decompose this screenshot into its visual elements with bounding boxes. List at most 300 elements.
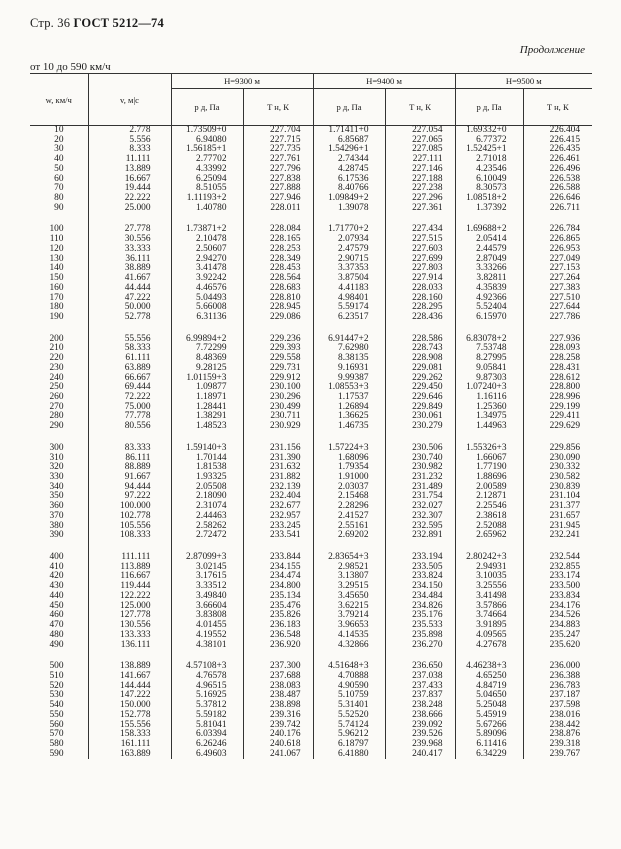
speed-kmh-cell: 520 bbox=[49, 680, 64, 691]
pressure-cell: 2.41527 bbox=[313, 512, 385, 522]
speed-kmh-cell: 300 bbox=[49, 442, 64, 453]
temperature-cell: 227.054 bbox=[385, 126, 455, 136]
speed-ms-cell: 94.444 bbox=[88, 483, 171, 493]
pressure-cell: 2.50607 bbox=[171, 245, 243, 255]
pressure-cell: 6.18797 bbox=[313, 740, 385, 750]
pressure-cell: 9.99387 bbox=[313, 374, 385, 384]
speed-ms-cell: 100.000 bbox=[88, 502, 171, 512]
pressure-cell: 5.04493 bbox=[171, 294, 243, 304]
temperature-cell: 232.891 bbox=[385, 531, 455, 541]
pressure-cell: 3.41498 bbox=[455, 592, 523, 602]
speed-ms-cell: 72.222 bbox=[88, 393, 171, 403]
temperature-cell: 228.436 bbox=[385, 313, 455, 323]
speed-ms-cell: 52.778 bbox=[88, 313, 171, 323]
temperature-cell: 231.945 bbox=[523, 522, 592, 532]
temperature-cell: 229.262 bbox=[385, 374, 455, 384]
temperature-cell: 228.453 bbox=[243, 264, 313, 274]
speed-kmh-cell: 70 bbox=[54, 183, 64, 194]
pressure-cell: 4.51648+3 bbox=[313, 662, 385, 672]
temperature-cell: 230.582 bbox=[523, 473, 592, 483]
speed-kmh-cell: 90 bbox=[54, 202, 64, 213]
temperature-cell: 226.496 bbox=[523, 165, 592, 175]
speed-ms-cell: 11.111 bbox=[88, 155, 171, 165]
table-row bbox=[30, 284, 592, 294]
speed-ms-cell: 36.111 bbox=[88, 255, 171, 265]
temperature-cell: 231.657 bbox=[523, 512, 592, 522]
table-row bbox=[30, 184, 592, 194]
temperature-cell: 235.533 bbox=[385, 621, 455, 631]
temperature-cell: 229.393 bbox=[243, 344, 313, 354]
speed-kmh-cell: 590 bbox=[49, 748, 64, 759]
pressure-cell: 1.07240+3 bbox=[455, 383, 523, 393]
temperature-cell: 233.824 bbox=[385, 572, 455, 582]
pressure-cell: 5.81041 bbox=[171, 721, 243, 731]
table-row bbox=[30, 602, 592, 612]
table-header bbox=[30, 74, 592, 126]
speed-ms-cell: 111.111 bbox=[88, 553, 171, 563]
temperature-cell: 233.174 bbox=[523, 572, 592, 582]
speed-ms-cell: 19.444 bbox=[88, 184, 171, 194]
temperature-cell: 236.183 bbox=[243, 621, 313, 631]
pressure-cell: 2.71018 bbox=[455, 155, 523, 165]
temperature-cell: 228.160 bbox=[385, 294, 455, 304]
pressure-cell: 3.49840 bbox=[171, 592, 243, 602]
speed-kmh-cell: 380 bbox=[49, 520, 64, 531]
pressure-cell: 6.03394 bbox=[171, 730, 243, 740]
pressure-cell: 3.33266 bbox=[455, 264, 523, 274]
speed-kmh-cell: 80 bbox=[54, 193, 64, 204]
speed-ms-cell: 83.333 bbox=[88, 444, 171, 454]
speed-kmh-cell: 560 bbox=[49, 719, 64, 730]
temperature-cell: 228.295 bbox=[385, 303, 455, 313]
speed-kmh-cell: 420 bbox=[49, 571, 64, 582]
temperature-cell: 233.245 bbox=[243, 522, 313, 532]
temperature-cell: 228.011 bbox=[243, 204, 313, 214]
group-spacer bbox=[30, 432, 592, 444]
pressure-cell: 2.47579 bbox=[313, 245, 385, 255]
temperature-cell: 231.156 bbox=[243, 444, 313, 454]
temperature-cell: 231.632 bbox=[243, 463, 313, 473]
pressure-cell: 6.31136 bbox=[171, 313, 243, 323]
pressure-cell: 2.28296 bbox=[313, 502, 385, 512]
speed-ms-cell: 13.889 bbox=[88, 165, 171, 175]
col-header-t1: T н, К bbox=[243, 89, 313, 126]
temperature-cell: 236.000 bbox=[523, 662, 592, 672]
group-spacer bbox=[30, 213, 592, 225]
temperature-cell: 228.165 bbox=[243, 235, 313, 245]
table-row bbox=[30, 354, 592, 364]
speed-kmh-cell: 500 bbox=[49, 661, 64, 672]
spacer-cell bbox=[171, 323, 243, 335]
table-row bbox=[30, 553, 592, 563]
temperature-cell: 229.411 bbox=[523, 412, 592, 422]
col-header-p3: p д, Па bbox=[455, 89, 523, 126]
table-row bbox=[30, 255, 592, 265]
speed-ms-cell: 69.444 bbox=[88, 383, 171, 393]
speed-kmh-cell: 230 bbox=[49, 362, 64, 373]
pressure-cell: 1.59140+3 bbox=[171, 444, 243, 454]
table-row bbox=[30, 303, 592, 313]
temperature-cell: 237.598 bbox=[523, 701, 592, 711]
pressure-cell: 4.70888 bbox=[313, 672, 385, 682]
temperature-cell: 238.876 bbox=[523, 730, 592, 740]
table-row bbox=[30, 294, 592, 304]
table-row bbox=[30, 572, 592, 582]
pressure-cell: 6.91447+2 bbox=[313, 335, 385, 345]
temperature-cell: 227.296 bbox=[385, 194, 455, 204]
temperature-cell: 229.646 bbox=[385, 393, 455, 403]
pressure-cell: 5.59182 bbox=[171, 711, 243, 721]
pressure-cell: 3.82811 bbox=[455, 274, 523, 284]
temperature-cell: 230.279 bbox=[385, 422, 455, 432]
speed-ms-cell: 8.333 bbox=[88, 145, 171, 155]
temperature-cell: 233.844 bbox=[243, 553, 313, 563]
pressure-cell: 5.66008 bbox=[171, 303, 243, 313]
table-row bbox=[30, 582, 592, 592]
temperature-cell: 236.783 bbox=[523, 682, 592, 692]
pressure-cell: 2.58262 bbox=[171, 522, 243, 532]
pressure-cell: 4.23546 bbox=[455, 165, 523, 175]
speed-ms-cell: 130.556 bbox=[88, 621, 171, 631]
pressure-cell: 4.28745 bbox=[313, 165, 385, 175]
temperature-cell: 234.484 bbox=[385, 592, 455, 602]
speed-ms-cell: 97.222 bbox=[88, 492, 171, 502]
pressure-cell: 7.53748 bbox=[455, 344, 523, 354]
speed-ms-cell: 133.333 bbox=[88, 631, 171, 641]
temperature-cell: 234.800 bbox=[243, 582, 313, 592]
pressure-cell: 1.17537 bbox=[313, 393, 385, 403]
pressure-cell: 4.98401 bbox=[313, 294, 385, 304]
pressure-cell: 8.30573 bbox=[455, 184, 523, 194]
page-header bbox=[30, 16, 164, 31]
pressure-cell: 1.09849+2 bbox=[313, 194, 385, 204]
speed-kmh-cell: 550 bbox=[49, 709, 64, 720]
table-row bbox=[30, 194, 592, 204]
pressure-cell: 4.96515 bbox=[171, 682, 243, 692]
pressure-cell: 6.41880 bbox=[313, 750, 385, 760]
speed-ms-cell: 138.889 bbox=[88, 662, 171, 672]
data-table bbox=[30, 73, 592, 759]
temperature-cell: 229.450 bbox=[385, 383, 455, 393]
speed-ms-cell: 163.889 bbox=[88, 750, 171, 760]
temperature-cell: 232.677 bbox=[243, 502, 313, 512]
continuation-label: Продолжение bbox=[519, 44, 585, 56]
col-header-w: w, км/ч bbox=[30, 74, 88, 126]
table-row bbox=[30, 502, 592, 512]
temperature-cell: 227.603 bbox=[385, 245, 455, 255]
temperature-cell: 231.104 bbox=[523, 492, 592, 502]
temperature-cell: 227.515 bbox=[385, 235, 455, 245]
table-row bbox=[30, 621, 592, 631]
temperature-cell: 230.982 bbox=[385, 463, 455, 473]
altitude-header-2: H=9400 м bbox=[313, 74, 455, 89]
temperature-cell: 238.487 bbox=[243, 691, 313, 701]
speed-kmh-cell: 410 bbox=[49, 561, 64, 572]
table-row bbox=[30, 682, 592, 692]
temperature-cell: 227.383 bbox=[523, 284, 592, 294]
temperature-cell: 228.431 bbox=[523, 364, 592, 374]
pressure-cell: 4.65250 bbox=[455, 672, 523, 682]
temperature-cell: 236.388 bbox=[523, 672, 592, 682]
temperature-cell: 228.743 bbox=[385, 344, 455, 354]
pressure-cell: 2.65962 bbox=[455, 531, 523, 541]
altitude-header-3: H=9500 м bbox=[455, 74, 592, 89]
pressure-cell: 6.49603 bbox=[171, 750, 243, 760]
pressure-cell: 6.77372 bbox=[455, 136, 523, 146]
table-row bbox=[30, 145, 592, 155]
pressure-cell: 9.28125 bbox=[171, 364, 243, 374]
pressure-cell: 1.66067 bbox=[455, 454, 523, 464]
speed-kmh-cell: 320 bbox=[49, 462, 64, 473]
pressure-cell: 2.05414 bbox=[455, 235, 523, 245]
pressure-cell: 6.85687 bbox=[313, 136, 385, 146]
pressure-cell: 9.05841 bbox=[455, 364, 523, 374]
temperature-cell: 236.920 bbox=[243, 641, 313, 651]
temperature-cell: 230.740 bbox=[385, 454, 455, 464]
pressure-cell: 3.87504 bbox=[313, 274, 385, 284]
standard-code: ГОСТ 5212—74 bbox=[73, 16, 164, 30]
pressure-cell: 3.41478 bbox=[171, 264, 243, 274]
speed-ms-cell: 33.333 bbox=[88, 245, 171, 255]
pressure-cell: 1.26894 bbox=[313, 403, 385, 413]
pressure-cell: 1.44963 bbox=[455, 422, 523, 432]
spacer-cell bbox=[243, 323, 313, 335]
speed-ms-cell: 5.556 bbox=[88, 136, 171, 146]
speed-ms-cell: 147.222 bbox=[88, 691, 171, 701]
temperature-cell: 239.742 bbox=[243, 721, 313, 731]
table-row bbox=[30, 750, 592, 760]
temperature-cell: 234.826 bbox=[385, 602, 455, 612]
pressure-cell: 5.67266 bbox=[455, 721, 523, 731]
table-row bbox=[30, 672, 592, 682]
pressure-cell: 2.44579 bbox=[455, 245, 523, 255]
temperature-cell: 229.086 bbox=[243, 313, 313, 323]
temperature-cell: 235.247 bbox=[523, 631, 592, 641]
pressure-cell: 1.48523 bbox=[171, 422, 243, 432]
pressure-cell: 8.48369 bbox=[171, 354, 243, 364]
temperature-cell: 238.442 bbox=[523, 721, 592, 731]
pressure-cell: 3.57866 bbox=[455, 602, 523, 612]
pressure-cell: 6.15970 bbox=[455, 313, 523, 323]
temperature-cell: 229.912 bbox=[243, 374, 313, 384]
temperature-cell: 239.767 bbox=[523, 750, 592, 760]
temperature-cell: 228.093 bbox=[523, 344, 592, 354]
temperature-cell: 237.187 bbox=[523, 691, 592, 701]
table-row bbox=[30, 403, 592, 413]
temperature-cell: 227.715 bbox=[243, 136, 313, 146]
table-row bbox=[30, 711, 592, 721]
pressure-cell: 4.32866 bbox=[313, 641, 385, 651]
speed-ms-cell: 77.778 bbox=[88, 412, 171, 422]
temperature-cell: 232.595 bbox=[385, 522, 455, 532]
table-row bbox=[30, 313, 592, 323]
temperature-cell: 227.914 bbox=[385, 274, 455, 284]
temperature-cell: 235.898 bbox=[385, 631, 455, 641]
temperature-cell: 230.839 bbox=[523, 483, 592, 493]
temperature-cell: 228.810 bbox=[243, 294, 313, 304]
speed-ms-cell: 108.333 bbox=[88, 531, 171, 541]
pressure-cell: 2.87049 bbox=[455, 255, 523, 265]
pressure-cell: 7.72299 bbox=[171, 344, 243, 354]
temperature-cell: 227.049 bbox=[523, 255, 592, 265]
speed-ms-cell: 127.778 bbox=[88, 611, 171, 621]
temperature-cell: 235.826 bbox=[243, 611, 313, 621]
pressure-cell: 6.99894+2 bbox=[171, 335, 243, 345]
spacer-cell bbox=[313, 323, 385, 335]
table-row bbox=[30, 721, 592, 731]
pressure-cell: 3.45650 bbox=[313, 592, 385, 602]
speed-kmh-cell: 210 bbox=[49, 343, 64, 354]
temperature-cell: 226.784 bbox=[523, 225, 592, 235]
table-row bbox=[30, 730, 592, 740]
pressure-cell: 2.55161 bbox=[313, 522, 385, 532]
pressure-cell: 3.17615 bbox=[171, 572, 243, 582]
table-row bbox=[30, 155, 592, 165]
speed-kmh-cell: 260 bbox=[49, 391, 64, 402]
pressure-cell: 1.77190 bbox=[455, 463, 523, 473]
pressure-cell: 6.26246 bbox=[171, 740, 243, 750]
speed-kmh-cell: 30 bbox=[54, 144, 64, 155]
speed-ms-cell: 141.667 bbox=[88, 672, 171, 682]
table-row bbox=[30, 473, 592, 483]
pressure-cell: 5.04650 bbox=[455, 691, 523, 701]
temperature-cell: 237.837 bbox=[385, 691, 455, 701]
speed-kmh-cell: 120 bbox=[49, 243, 64, 254]
speed-ms-cell: 30.556 bbox=[88, 235, 171, 245]
speed-ms-cell: 55.556 bbox=[88, 335, 171, 345]
temperature-cell: 228.564 bbox=[243, 274, 313, 284]
pressure-cell: 3.29515 bbox=[313, 582, 385, 592]
pressure-cell: 5.25048 bbox=[455, 701, 523, 711]
temperature-cell: 229.629 bbox=[523, 422, 592, 432]
pressure-cell: 4.84719 bbox=[455, 682, 523, 692]
speed-kmh-cell: 580 bbox=[49, 738, 64, 749]
pressure-cell: 1.91000 bbox=[313, 473, 385, 483]
pressure-cell: 6.17536 bbox=[313, 175, 385, 185]
table-row bbox=[30, 344, 592, 354]
table-body bbox=[30, 126, 592, 760]
speed-ms-cell: 61.111 bbox=[88, 354, 171, 364]
temperature-cell: 240.417 bbox=[385, 750, 455, 760]
pressure-cell: 2.15468 bbox=[313, 492, 385, 502]
temperature-cell: 238.248 bbox=[385, 701, 455, 711]
pressure-cell: 2.98521 bbox=[313, 563, 385, 573]
temperature-cell: 230.061 bbox=[385, 412, 455, 422]
group-spacer bbox=[30, 323, 592, 335]
table-row bbox=[30, 662, 592, 672]
temperature-cell: 232.139 bbox=[243, 483, 313, 493]
speed-kmh-cell: 370 bbox=[49, 510, 64, 521]
temperature-cell: 227.735 bbox=[243, 145, 313, 155]
pressure-cell: 2.05508 bbox=[171, 483, 243, 493]
speed-kmh-cell: 360 bbox=[49, 501, 64, 512]
pressure-cell: 5.31401 bbox=[313, 701, 385, 711]
speed-kmh-cell: 140 bbox=[49, 263, 64, 274]
temperature-cell: 231.232 bbox=[385, 473, 455, 483]
pressure-cell: 2.12871 bbox=[455, 492, 523, 502]
temperature-cell: 227.786 bbox=[523, 313, 592, 323]
pressure-cell: 1.57224+3 bbox=[313, 444, 385, 454]
pressure-cell: 3.25556 bbox=[455, 582, 523, 592]
pressure-cell: 8.27995 bbox=[455, 354, 523, 364]
temperature-cell: 231.489 bbox=[385, 483, 455, 493]
pressure-cell: 1.09877 bbox=[171, 383, 243, 393]
temperature-cell: 227.085 bbox=[385, 145, 455, 155]
pressure-cell: 2.77702 bbox=[171, 155, 243, 165]
pressure-cell: 1.93325 bbox=[171, 473, 243, 483]
pressure-cell: 5.37812 bbox=[171, 701, 243, 711]
temperature-cell: 229.558 bbox=[243, 354, 313, 364]
pressure-cell: 1.73509+0 bbox=[171, 126, 243, 136]
temperature-cell: 238.666 bbox=[385, 711, 455, 721]
temperature-cell: 227.699 bbox=[385, 255, 455, 265]
temperature-cell: 232.307 bbox=[385, 512, 455, 522]
speed-kmh-cell: 510 bbox=[49, 670, 64, 681]
temperature-cell: 227.946 bbox=[243, 194, 313, 204]
speed-kmh-cell: 280 bbox=[49, 411, 64, 422]
speed-kmh-cell: 290 bbox=[49, 421, 64, 432]
table-row bbox=[30, 422, 592, 432]
temperature-cell: 226.435 bbox=[523, 145, 592, 155]
pressure-cell: 8.51055 bbox=[171, 184, 243, 194]
temperature-cell: 233.505 bbox=[385, 563, 455, 573]
temperature-cell: 228.033 bbox=[385, 284, 455, 294]
pressure-cell: 9.87303 bbox=[455, 374, 523, 384]
temperature-cell: 227.796 bbox=[243, 165, 313, 175]
table-row bbox=[30, 374, 592, 384]
temperature-cell: 229.236 bbox=[243, 335, 313, 345]
pressure-cell: 4.09565 bbox=[455, 631, 523, 641]
temperature-cell: 234.155 bbox=[243, 563, 313, 573]
temperature-cell: 233.541 bbox=[243, 531, 313, 541]
speed-ms-cell: 27.778 bbox=[88, 225, 171, 235]
temperature-cell: 230.499 bbox=[243, 403, 313, 413]
pressure-cell: 3.74664 bbox=[455, 611, 523, 621]
temperature-cell: 230.929 bbox=[243, 422, 313, 432]
temperature-cell: 235.134 bbox=[243, 592, 313, 602]
temperature-cell: 239.526 bbox=[385, 730, 455, 740]
pressure-cell: 1.88696 bbox=[455, 473, 523, 483]
pressure-cell: 2.10478 bbox=[171, 235, 243, 245]
temperature-cell: 232.855 bbox=[523, 563, 592, 573]
temperature-cell: 228.586 bbox=[385, 335, 455, 345]
temperature-cell: 232.957 bbox=[243, 512, 313, 522]
temperature-cell: 227.838 bbox=[243, 175, 313, 185]
table-row bbox=[30, 512, 592, 522]
pressure-cell: 1.08518+2 bbox=[455, 194, 523, 204]
speed-ms-cell: 58.333 bbox=[88, 344, 171, 354]
temperature-cell: 228.612 bbox=[523, 374, 592, 384]
pressure-cell: 1.56185+1 bbox=[171, 145, 243, 155]
pressure-cell: 2.90715 bbox=[313, 255, 385, 265]
pressure-cell: 1.34975 bbox=[455, 412, 523, 422]
temperature-cell: 237.038 bbox=[385, 672, 455, 682]
table-row bbox=[30, 126, 592, 136]
group-spacer bbox=[30, 541, 592, 553]
pressure-cell: 5.10759 bbox=[313, 691, 385, 701]
pressure-cell: 4.57108+3 bbox=[171, 662, 243, 672]
temperature-cell: 228.683 bbox=[243, 284, 313, 294]
col-header-p1: p д, Па bbox=[171, 89, 243, 126]
temperature-cell: 229.731 bbox=[243, 364, 313, 374]
pressure-cell: 3.37353 bbox=[313, 264, 385, 274]
pressure-cell: 1.81538 bbox=[171, 463, 243, 473]
table-row bbox=[30, 611, 592, 621]
temperature-cell: 236.650 bbox=[385, 662, 455, 672]
pressure-cell: 2.69202 bbox=[313, 531, 385, 541]
pressure-cell: 1.16116 bbox=[455, 393, 523, 403]
pressure-cell: 5.52520 bbox=[313, 711, 385, 721]
